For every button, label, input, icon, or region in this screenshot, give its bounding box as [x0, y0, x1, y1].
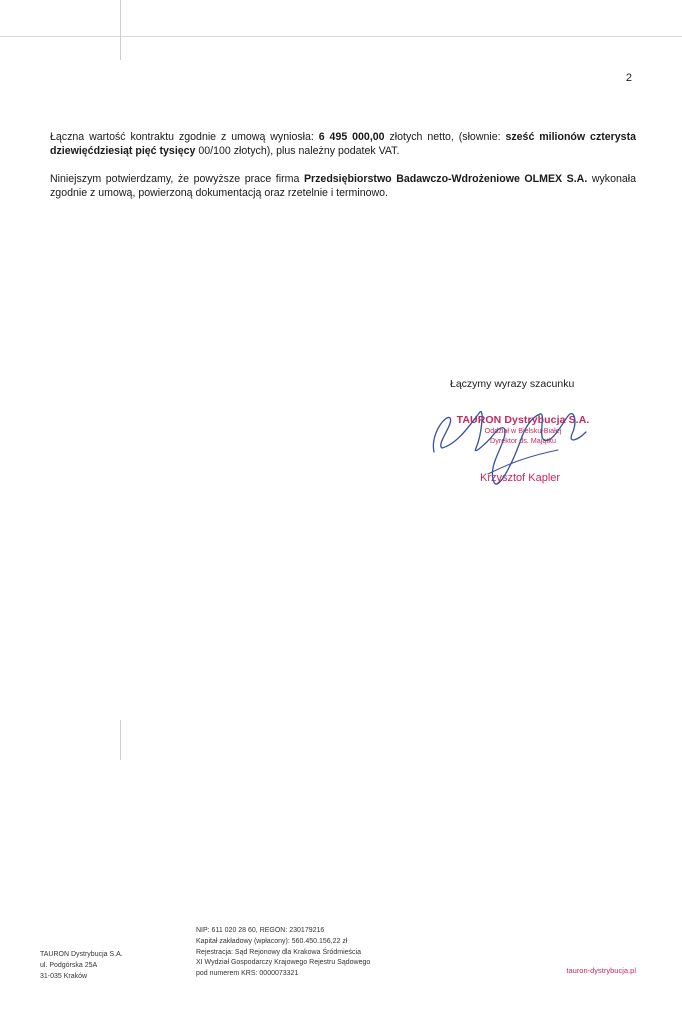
confirmation-paragraph — [50, 172, 636, 200]
scan-artifact-line — [120, 720, 121, 760]
contract-amount: 6 495 000,00 — [318, 131, 385, 143]
handwritten-signature — [428, 404, 608, 496]
footer-company-address — [40, 949, 123, 982]
footer-krs: pod numerem KRS: 0000073321 — [196, 970, 299, 978]
text-segment: wykonała zgodnie z umową, powierzoną dokumentacją oraz rzetelnie i terminowo. — [50, 173, 637, 199]
contractor-name: Przedsiębiorstwo Badawczo-Wdrożeniowe OLMEX S.A. — [303, 173, 588, 185]
closing-salutation: Łączymy wyrazy szacunku — [450, 378, 575, 390]
page-number: 2 — [625, 72, 632, 84]
footer-division: XI Wydział Gospodarczy Krajowego Rejestru Sądowego — [196, 959, 371, 967]
footer-city: 31-035 Kraków — [40, 973, 88, 980]
text-segment: złotych netto, (słownie: — [384, 131, 506, 143]
footer-website-link[interactable]: tauron-dystrybucja.pl — [566, 966, 636, 975]
amount-in-words: sześć milionów czterysta dziewięćdziesiąt pięć tysięcy — [50, 131, 636, 157]
footer-registration-info — [196, 926, 370, 980]
stamp-branch: Oddział w Bielsku-Białej — [484, 426, 562, 435]
stamp-company: TAURON Dystrybucja S.A. — [456, 414, 590, 426]
stamp-signatory-name: Krzysztof Kapler — [480, 472, 561, 484]
stamp-position: Dyrektor ds. Majątku — [490, 436, 556, 445]
text-segment: 00/100 złotych), plus należny podatek VAT. — [195, 145, 400, 157]
text-segment: Niniejszym potwierdzamy, że powyższe prace firma — [50, 173, 304, 185]
footer-nip: NIP: 611 020 28 60, REGON: 230179216 — [196, 927, 325, 934]
scan-top-edge — [0, 36, 682, 37]
scan-artifact-line — [120, 0, 121, 60]
footer-registration: Rejestracja: Sąd Rejonowy dla Krakowa Śródmieścia — [196, 948, 361, 956]
contract-value-paragraph — [50, 130, 636, 158]
footer-capital: Kapitał zakładowy (wpłacony): 560.450.156,22 zł — [196, 937, 348, 945]
footer-street: ul. Podgórska 25A — [40, 962, 98, 969]
footer-company: TAURON Dystrybucja S.A. — [40, 951, 123, 958]
text-segment: Łączna wartość kontraktu zgodnie z umową wyniosła: — [50, 131, 319, 143]
